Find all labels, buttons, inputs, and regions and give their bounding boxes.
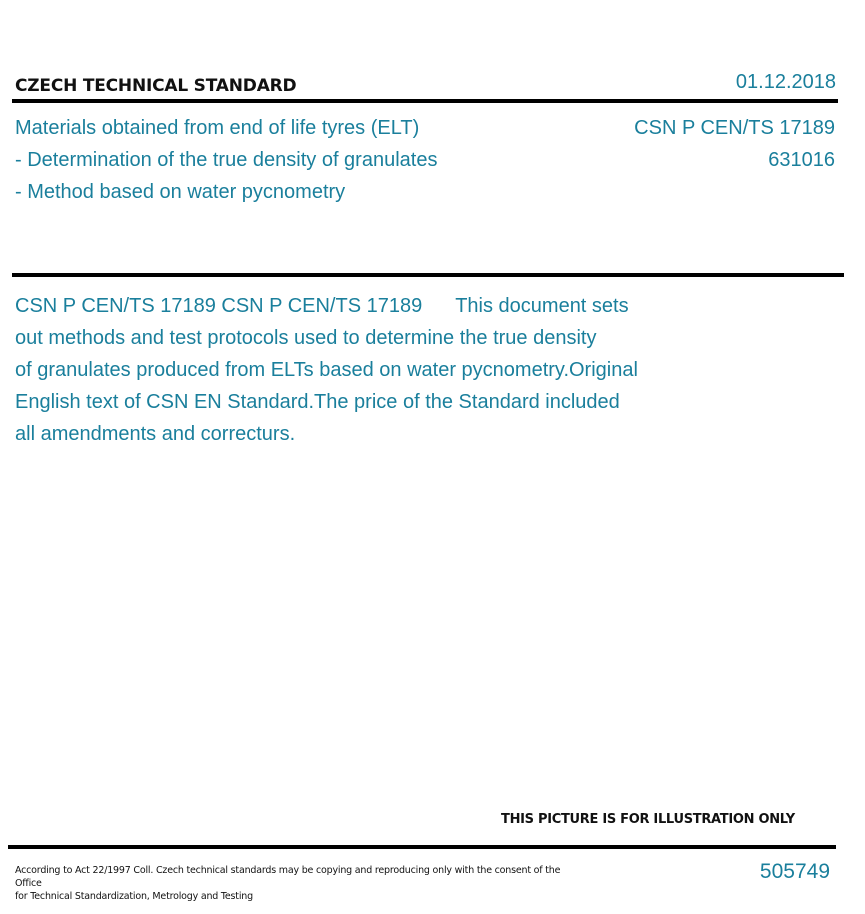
legal-note-line-2: for Technical Standardization, Metrology and Testing bbox=[15, 891, 253, 902]
standard-description: CSN P CEN/TS 17189 CSN P CEN/TS 17189 This document sets out methods and test protocols used to determine the true density of granulates produced from ELTs based on water pycnometry.Original English text of CSN EN Standard.The price of the Standard included all amendments and correcturs. bbox=[15, 295, 638, 445]
legal-note-line-1: According to Act 22/1997 Coll. Czech technical standards may be copying and reproducing only with the consent of the Office bbox=[15, 865, 561, 889]
standard-title-line-1: Materials obtained from end of life tyres (ELT) bbox=[15, 117, 420, 139]
standard-title-line-3: - Method based on water pycnometry bbox=[15, 181, 346, 203]
document-type-label: CZECH TECHNICAL STANDARD bbox=[15, 76, 297, 96]
legal-note bbox=[15, 864, 585, 903]
title-divider bbox=[12, 273, 844, 277]
document-id: 505749 bbox=[759, 860, 830, 883]
footer-divider bbox=[8, 845, 836, 849]
classification-number: 631016 bbox=[768, 149, 835, 171]
standard-title-line-2: - Determination of the true density of granulates bbox=[15, 149, 438, 171]
illustration-notice: THIS PICTURE IS FOR ILLUSTRATION ONLY bbox=[501, 812, 795, 827]
standard-code: CSN P CEN/TS 17189 bbox=[634, 117, 835, 139]
publication-date: 01.12.2018 bbox=[735, 71, 836, 93]
header-divider bbox=[12, 99, 838, 103]
